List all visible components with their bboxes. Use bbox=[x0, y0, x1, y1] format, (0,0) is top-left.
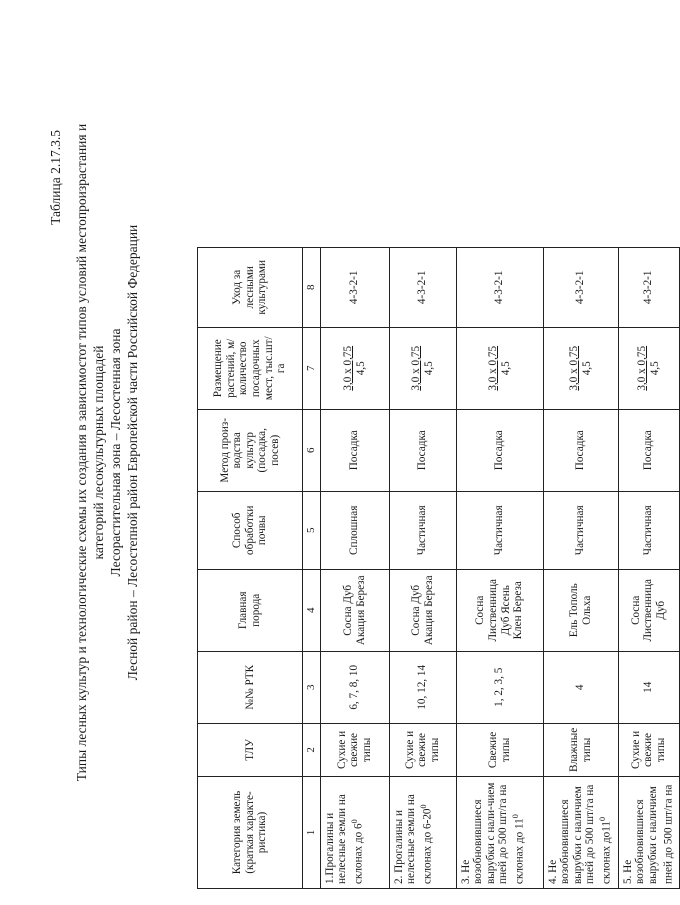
placement-density: 4,5 bbox=[580, 361, 593, 376]
table-row bbox=[543, 247, 618, 888]
column-number: 7 bbox=[303, 327, 321, 409]
degree-superscript: 0 bbox=[418, 804, 428, 809]
column-number: 6 bbox=[303, 409, 321, 491]
header-soil-treatment: Способ обработки почвы bbox=[198, 491, 303, 569]
species-cell: Ель Тополь Ольха bbox=[543, 569, 618, 651]
caption-line-3: Лесорастительная зона – Лесостенная зона bbox=[108, 328, 123, 577]
column-number-row bbox=[303, 247, 321, 888]
land-category-cell bbox=[543, 777, 618, 889]
header-land-category: Категория земель (краткая характе-ристика) bbox=[198, 777, 303, 889]
placement-cell bbox=[618, 327, 679, 409]
land-category-text: 1.Прогалины и нелесные земли на склонах до 6 bbox=[323, 794, 365, 884]
rtk-cell: 6, 7, 8, 10 bbox=[320, 651, 389, 723]
placement-density: 4,5 bbox=[354, 361, 367, 376]
degree-superscript: 0 bbox=[597, 817, 607, 822]
placement-spacing: 3,0 х 0,75 bbox=[636, 345, 649, 391]
table-label: Таблица 2.17.3.5 bbox=[48, 130, 63, 225]
header-placement: Размещение растений, м/количество посадочных мест, тыс.шт/га bbox=[198, 327, 303, 409]
land-category-cell bbox=[320, 777, 389, 889]
column-number: 3 bbox=[303, 651, 321, 723]
table-row bbox=[456, 247, 543, 888]
care-cell: 4-3-2-1 bbox=[389, 247, 456, 327]
degree-superscript: 0 bbox=[349, 819, 359, 824]
soil-treatment-cell: Частичная bbox=[618, 491, 679, 569]
placement-spacing: 3,0 х 0,75 bbox=[410, 345, 422, 391]
soil-treatment-cell: Частичная bbox=[389, 491, 456, 569]
column-number: 8 bbox=[303, 247, 321, 327]
header-tlu: ТЛУ bbox=[198, 723, 303, 776]
species-cell: Сосна Лиственница Дуб Ясень Клен Береза bbox=[456, 569, 543, 651]
header-care: Уход за лесными культурами bbox=[198, 247, 303, 327]
method-cell: Посадка bbox=[389, 409, 456, 491]
tlu-cell: Сухие и свежие типы bbox=[618, 723, 679, 776]
land-category-text: 3. Не возобновившиеся вырубки с нали-чием пней до 500 шт/га на склонах до 11 bbox=[459, 782, 526, 884]
species-cell: Сосна Дуб Акация Береза bbox=[389, 569, 456, 651]
tlu-cell: Свежие типы bbox=[456, 723, 543, 776]
land-category-cell bbox=[618, 777, 679, 889]
soil-treatment-cell: Частичная bbox=[543, 491, 618, 569]
header-production-method: Метод произ-водства культур (посадка, посев) bbox=[198, 409, 303, 491]
header-main-species: Главная порода bbox=[198, 569, 303, 651]
care-cell: 4-3-2-1 bbox=[320, 247, 389, 327]
land-category-text: 5. Не возобновившиеся вырубки с наличием пней до 500 шт/га на bbox=[621, 784, 676, 884]
care-cell: 4-3-2-1 bbox=[543, 247, 618, 327]
table-header-row bbox=[198, 247, 303, 888]
placement-density: 4,5 bbox=[422, 361, 435, 376]
placement-cell bbox=[543, 327, 618, 409]
table-row bbox=[618, 247, 679, 888]
placement-cell bbox=[320, 327, 389, 409]
method-cell: Посадка bbox=[456, 409, 543, 491]
rtk-cell: 1, 2, 3, 5 bbox=[456, 651, 543, 723]
land-category-cell bbox=[456, 777, 543, 889]
caption-line-1: Типы лесных культур и технологические схемы их создания в зависимостот типов условий местопроизрастания и bbox=[74, 123, 89, 782]
tlu-cell: Сухие и свежие типы bbox=[320, 723, 389, 776]
soil-treatment-cell: Сплошная bbox=[320, 491, 389, 569]
soil-treatment-cell: Частичная bbox=[456, 491, 543, 569]
method-cell: Посадка bbox=[320, 409, 389, 491]
land-category-text: 2. Прогалины и нелесные земли на склонах до 6-20 bbox=[392, 794, 434, 884]
care-cell: 4-3-2-1 bbox=[456, 247, 543, 327]
care-cell: 4-3-2-1 bbox=[618, 247, 679, 327]
column-number: 1 bbox=[303, 777, 321, 889]
caption-line-2: категорий лесокультурных площадей bbox=[91, 345, 106, 560]
placement-density: 4,5 bbox=[499, 361, 512, 376]
forest-culture-table bbox=[197, 247, 680, 889]
column-number: 2 bbox=[303, 723, 321, 776]
placement-density: 4,5 bbox=[648, 361, 661, 376]
species-cell: Сосна Лиственница Дуб bbox=[618, 569, 679, 651]
column-number: 4 bbox=[303, 569, 321, 651]
degree-superscript: 0 bbox=[510, 814, 520, 819]
placement-spacing: 3,0 х 0,75 bbox=[342, 345, 354, 391]
land-category-cell bbox=[389, 777, 456, 889]
placement-spacing: 3,0 х 0,75 bbox=[487, 345, 499, 391]
placement-spacing: 3,0 х 0,75 bbox=[568, 345, 580, 391]
table-row bbox=[320, 247, 389, 888]
caption-line-4: Лесной район – Лесостепной район Европейской части Российской Федерации bbox=[125, 224, 140, 681]
header-rtk: №№ РТК bbox=[198, 651, 303, 723]
tlu-cell: Сухие и свежие типы bbox=[389, 723, 456, 776]
rtk-cell: 14 bbox=[618, 651, 679, 723]
method-cell: Посадка bbox=[543, 409, 618, 491]
tlu-cell: Влажные типы bbox=[543, 723, 618, 776]
placement-cell bbox=[456, 327, 543, 409]
land-category-text: 4. Не возобновившиеся вырубки с наличием пней до 500 шт/га на склонах до11 bbox=[546, 784, 613, 884]
column-number: 5 bbox=[303, 491, 321, 569]
species-cell: Сосна Дуб Акация Береза bbox=[320, 569, 389, 651]
method-cell: Посадка bbox=[618, 409, 679, 491]
placement-cell bbox=[389, 327, 456, 409]
rtk-cell: 4 bbox=[543, 651, 618, 723]
table-row bbox=[389, 247, 456, 888]
rtk-cell: 10, 12, 14 bbox=[389, 651, 456, 723]
